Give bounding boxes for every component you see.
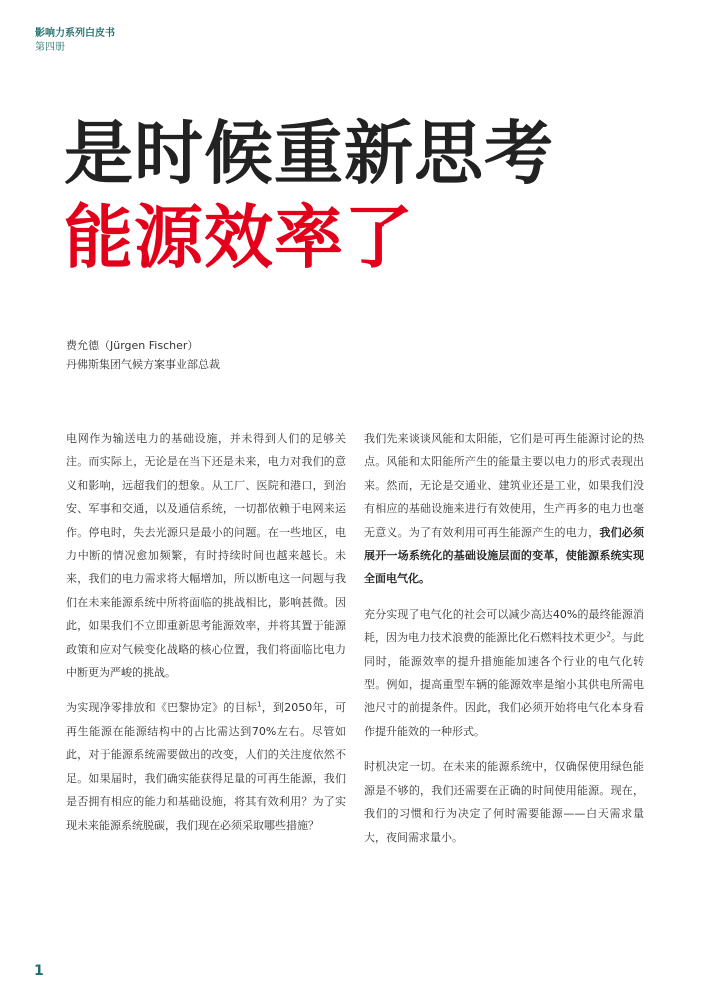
paragraph-2-text-a: 为实现净零排放和《巴黎协定》的目标	[66, 701, 258, 715]
paragraph-3	[364, 427, 644, 591]
paragraph-5-text: 时机决定一切。在未来的能源系统中，仅确保使用绿色能源是不够的，我们还需要在正确的时间使用能源。现在，我们的习惯和行为决定了何时需要能源——白天需求量大，夜间需求量小。	[364, 760, 644, 844]
paragraph-4-text-b: 。与此同时，能源效率的提升措施能加速各个行业的电气化转型。例如，提高重型车辆的能源效率是缩小其供电所需电池尺寸的前提条件。因此，我们必须开始将电气化本身看作提升能效的一种形式。	[364, 631, 645, 738]
title-line-1: 是时候重新思考	[64, 114, 554, 194]
title-line-2: 能源效率了	[64, 198, 414, 278]
paragraph-5	[364, 755, 644, 849]
paragraph-2	[66, 696, 346, 836]
paragraph-4	[364, 603, 644, 743]
series-title: 影响力系列白皮书	[35, 28, 115, 39]
paragraph-3-text: 我们先来谈谈风能和太阳能，它们是可再生能源讨论的热点。风能和太阳能所产生的能量主要以电力的形式表现出来。然而，无论是交通业、建筑业还是工业，如果我们没有相应的基础设施来进行有效使用，生产再多的电力也毫无意义。为了有效利用可再生能源产生的电力，	[364, 432, 644, 539]
page-title	[64, 112, 554, 280]
paragraph-2-text-b: ，到2050年，可再生能源在能源结构中的占比需达到70%左右。尽管如此，对于能源系统需要做出的改变，人们的关注度依然不足。如果届时，我们确实能获得足量的可再生能源，我们是否拥有相应的能力和基础设施，将其有效利用？为了实现未来能源系统脱碳，我们现在必须采取哪些措施？	[66, 701, 346, 832]
paragraph-3-bold: 我们必须展开一场系统化的基础设施层面的变革，使能源系统实现全面电气化。	[364, 525, 644, 586]
author-role: 丹佛斯集团气候方案事业部总裁	[66, 358, 220, 371]
left-column	[66, 427, 346, 849]
footnote-ref-2: 2	[606, 630, 611, 639]
page-number: 1	[34, 963, 44, 979]
paragraph-1	[66, 427, 346, 684]
paragraph-1-text: 电网作为输送电力的基础设施，并未得到人们的足够关注。而实际上，无论是在当下还是未来，电力对我们的意义和影响，远超我们的想象。从工厂、医院和港口，到治安、军事和交通，以及通信系统，一切都依赖于电网来运作。停电时，失去光源只是最小的问题。在一些地区，电力中断的情况愈加频繁，有时持续时间也越来越长。未来，我们的电力需求将大幅增加，所以断电这一问题与我们在未来能源系统中所将面临的挑战相比，影响甚微。因此，如果我们不立即重新思考能源效率，并将其置于能源政策和应对气候变化战略的核心位置，我们将面临比电力中断更为严峻的挑战。	[66, 432, 346, 680]
author-name: 费允德（Jürgen Fischer）	[66, 339, 199, 352]
paragraph-4-text-a: 充分实现了电气化的社会可以减少高达40%的最终能源消耗，因为电力技术浪费的能源比化石燃料技术更少	[364, 607, 644, 645]
right-column	[364, 427, 644, 861]
footnote-ref-1: 1	[257, 700, 262, 709]
volume-label: 第四册	[35, 42, 65, 53]
author-block	[66, 336, 220, 374]
series-header	[35, 27, 115, 55]
